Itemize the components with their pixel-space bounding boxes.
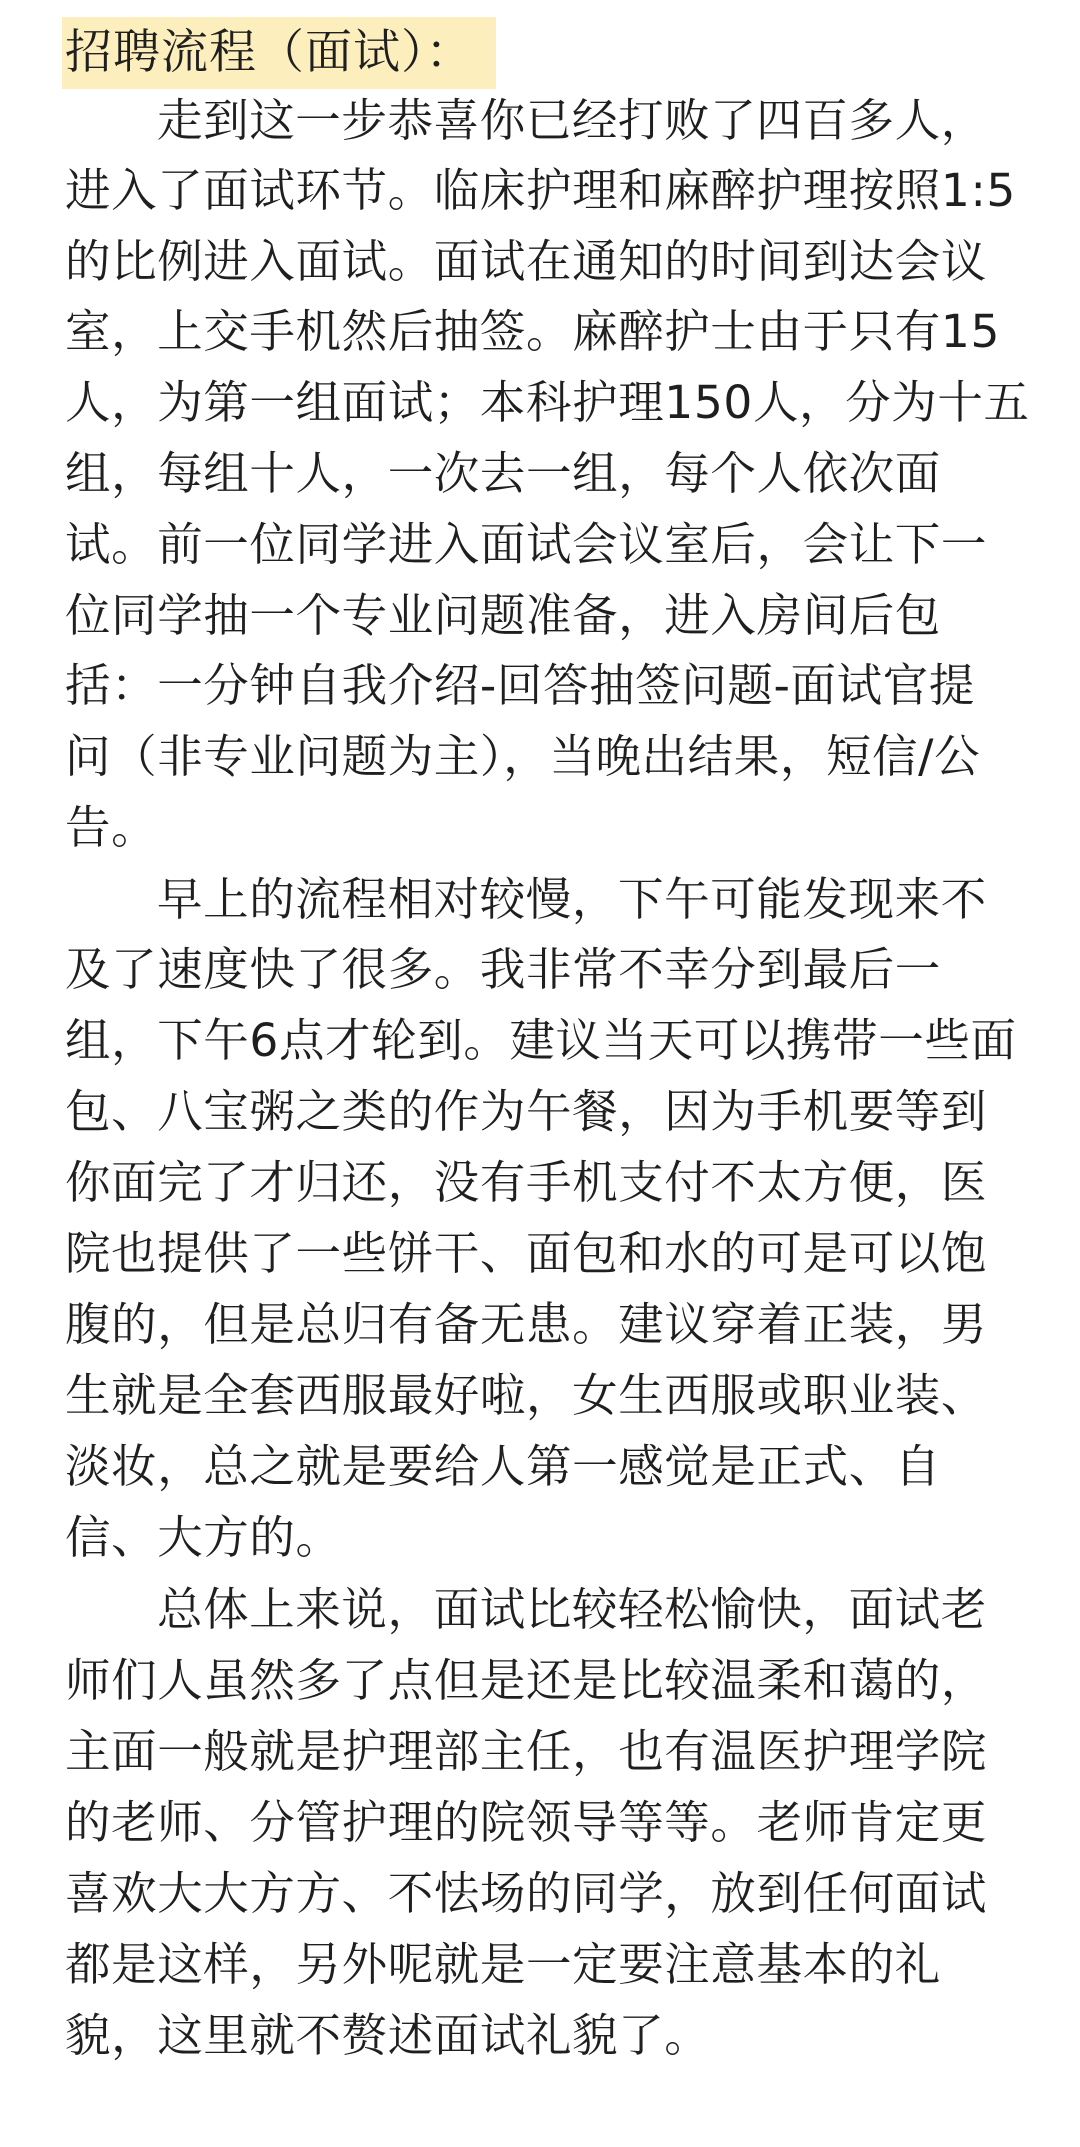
paragraph-3-line-2: 师们人虽然多了点但是还是比较温柔和蔼的， <box>65 1654 988 1707</box>
highlighted-heading <box>62 17 496 89</box>
paragraph-2-line-5: 你面完了才归还，没有手机支付不太方便，医 <box>65 1156 988 1209</box>
paragraph-2-line-7: 腹的，但是总归有备无患。建议穿着正装，男 <box>65 1298 988 1351</box>
paragraph-1-line-6: 组，每组十人，一次去一组，每个人依次面 <box>65 447 941 500</box>
paragraph-1-line-7: 试。前一位同学进入面试会议室后，会让下一 <box>65 518 988 571</box>
paragraph-2-line-8: 生就是全套西服最好啦，女生西服或职业装、 <box>65 1369 988 1422</box>
paragraph-1-line-9: 括：一分钟自我介绍-回答抽签问题-面试官提 <box>65 659 975 712</box>
paragraph-3-line-4: 的老师、分管护理的院领导等等。老师肯定更 <box>65 1796 988 1849</box>
paragraph-3-line-6: 都是这样，另外呢就是一定要注意基本的礼 <box>65 1938 941 1991</box>
paragraph-1-line-11: 告。 <box>65 801 158 854</box>
paragraph-2-line-10: 信、大方的。 <box>65 1511 342 1564</box>
section-heading: 招聘流程（面试）： <box>65 25 474 80</box>
paragraph-3-line-1: 总体上来说，面试比较轻松愉快，面试老 <box>157 1583 987 1636</box>
paragraph-1-line-5: 人，为第一组面试；本科护理150人，分为十五 <box>65 376 1030 429</box>
paragraph-2-line-2: 及了速度快了很多。我非常不幸分到最后一 <box>65 943 941 996</box>
paragraph-1-line-8: 位同学抽一个专业问题准备，进入房间后包 <box>65 589 941 642</box>
paragraph-3-line-3: 主面一般就是护理部主任，也有温医护理学院 <box>65 1725 988 1778</box>
paragraph-1-line-2: 进入了面试环节。临床护理和麻醉护理按照1:5 <box>65 164 1016 217</box>
paragraph-2-line-9: 淡妆，总之就是要给人第一感觉是正式、自 <box>65 1440 941 1493</box>
paragraph-3-line-7: 貌，这里就不赘述面试礼貌了。 <box>65 2009 711 2062</box>
paragraph-3-line-5: 喜欢大大方方、不怯场的同学，放到任何面试 <box>65 1867 988 1920</box>
paragraph-1-line-1: 走到这一步恭喜你已经打败了四百多人， <box>157 94 987 147</box>
paragraph-1-line-4: 室，上交手机然后抽签。麻醉护士由于只有15 <box>65 305 1000 358</box>
paragraph-2-line-3: 组，下午6点才轮到。建议当天可以携带一些面 <box>65 1014 1017 1067</box>
paragraph-2-line-4: 包、八宝粥之类的作为午餐，因为手机要等到 <box>65 1085 988 1138</box>
paragraph-2-line-6: 院也提供了一些饼干、面包和水的可是可以饱 <box>65 1227 988 1280</box>
paragraph-1-line-10: 问（非专业问题为主），当晚出结果，短信/公 <box>65 730 981 783</box>
paragraph-2-line-1: 早上的流程相对较慢，下午可能发现来不 <box>157 873 987 926</box>
paragraph-1-line-3: 的比例进入面试。面试在通知的时间到达会议 <box>65 235 988 288</box>
